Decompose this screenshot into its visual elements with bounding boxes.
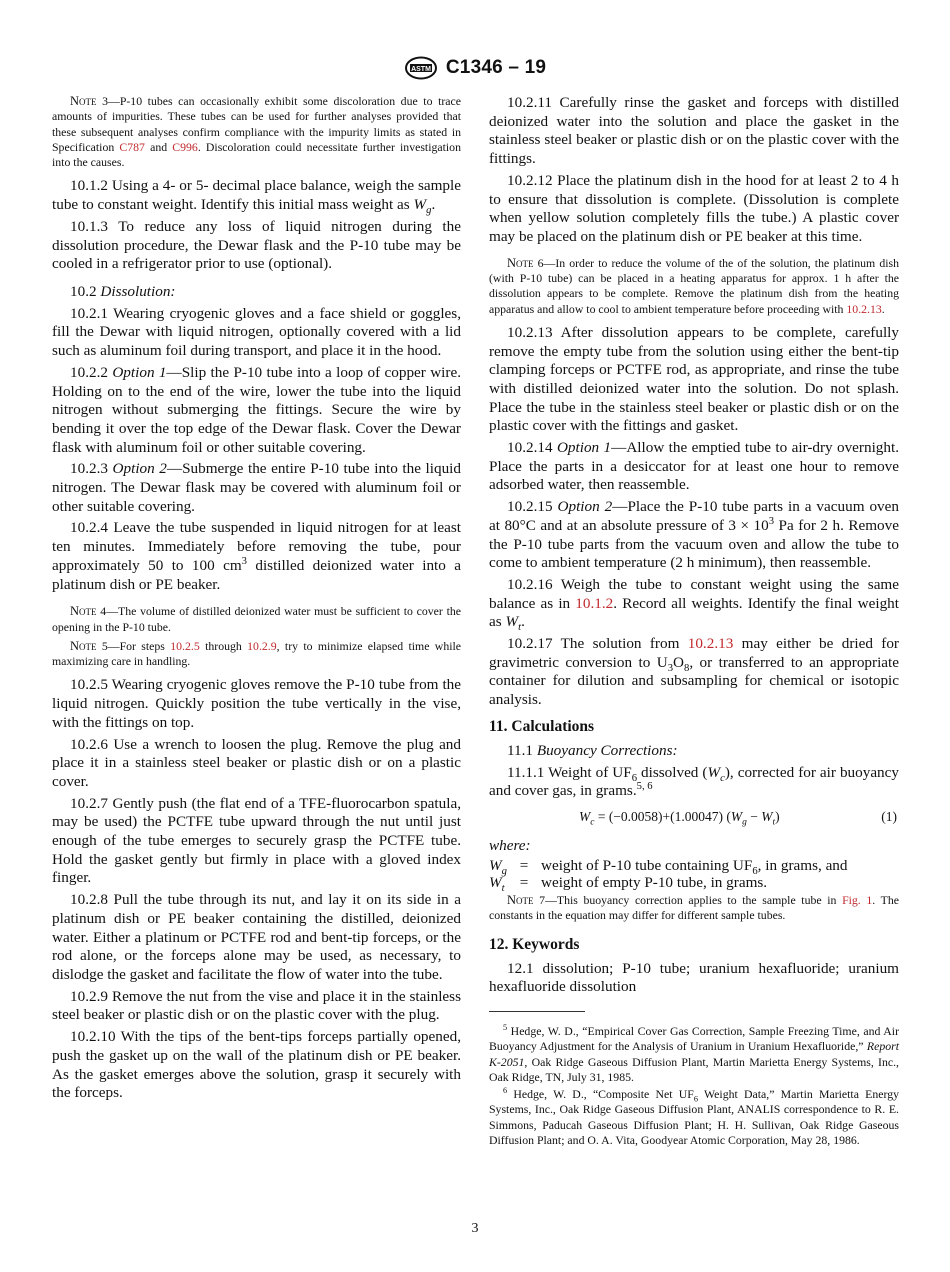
astm-logo [404, 56, 438, 80]
note-6: Note 6—In order to reduce the volume of the of the solution, the platinum dish (with P-10 tube) can be placed in a heating apparatus for approx. 1 h after the dissolution appears to be complete. Remove the platinum dish from the heating apparatus and allow to cool to ambient temperature before proceeding with 10.2.13. [489, 255, 899, 316]
para-10-2-2: 10.2.2 Option 1—Slip the P-10 tube into a loop of copper wire. Holding on to the end of the wire, lower the tube into the liquid nitrogen without submerging the fittings. Secure the wire by bending it over the top edge of the Dewar flask. Cover the Dewar flask with aluminum foil or other suitable covering. [52, 363, 461, 456]
variable-definitions [489, 856, 899, 895]
ref-10-2-13-b[interactable]: 10.2.13 [687, 635, 734, 653]
ref-10-1-2[interactable]: 10.1.2 [575, 594, 614, 612]
page-header [0, 56, 950, 80]
footnote-6: $^6$ Hedge, W. D., “Composite Net $UF_6$ Weight Data,” Martin Marietta Energy Systems, Inc., Oak Ridge Gaseous Diffusion Plant, ANALIS correspondence to R. E. Simmons, Paducah Gaseous Diffusion Plant; H. H. Sullivan, Oak Ridge Gaseous Diffusion Plant; and O. A. Vita, Goodyear Atomic Corporation, May 28, 1986. [489, 1086, 900, 1148]
ref-10-2-13[interactable]: 10.2.13 [846, 301, 882, 316]
note-4: Note 4—The volume of distilled deionized water must be sufficient to cover the opening in the P-10 tube. [52, 604, 461, 634]
where-label: where: [489, 836, 531, 854]
left-column [52, 94, 461, 1106]
para-10-2-9: 10.2.9 Remove the nut from the vise and place it in the stainless steel beaker or plastic dish or on the plastic cover with the plug. [52, 987, 461, 1024]
equation-1 [489, 805, 899, 831]
equation-number: (1) [881, 808, 897, 824]
para-10-2-1: 10.2.1 Wearing cryogenic gloves and a face shield or goggles, fill the Dewar with liquid nitrogen, optionally covered with a lid such as aluminum foil during transport, and place it in the hood. [52, 304, 461, 360]
right-column [489, 94, 899, 1150]
page-number: 3 [471, 1221, 479, 1236]
para-10-2-5: 10.2.5 Wearing cryogenic gloves remove the P-10 tube from the liquid nitrogen. Quickly position the tube vertically in the vise, with the fittings on top. [52, 676, 461, 731]
para-10-2-15: 10.2.15 Option 2—Place the P-10 tube parts in a vacuum oven at 80°C and at an absolute pressure of $3 \times 10^3$ Pa for 2 h. Remove the P-10 tube parts from the vacuum oven and allow the tube to come to ambient temperature (2 h minimum), then reassemble. [489, 498, 899, 572]
para-10-2-13: 10.2.13 After dissolution appears to be complete, carefully remove the empty tube from the solution using either the bent-tip clamping forceps or PCTFE rod, as appropriate, and rinse the tube with distilled deionized water into the solution. Do not splash. Place the tube in the stainless steel beaker or plastic dish or on the plastic cover with the fittings and gasket. [489, 323, 899, 435]
para-10-2-3: 10.2.3 Option 2—Submerge the entire P-10 tube into the liquid nitrogen. The Dewar flask may be covered with aluminum foil or other suitable covering. [52, 460, 461, 515]
para-10-2-14: 10.2.14 Option 1—Allow the emptied tube to air-dry overnight. Place the parts in a desiccator for at least one hour to remove adsorbed water, then reassemble. [489, 439, 900, 494]
para-10-1-3: 10.1.3 To reduce any loss of liquid nitrogen during the dissolution procedure, the Dewar flask and the P-10 tube may be cooled in a refrigerator prior to use (optional). [52, 217, 461, 273]
astm-logo-text: ASTM [410, 66, 431, 73]
para-10-2-12: 10.2.12 Place the platinum dish in the hood for at least 2 to 4 h to ensure that dissolution is complete. (Dissolution is complete when yellow solution completely fills the tube.) A plastic cover may be placed on the platinum dish or PE beaker at this time. [489, 171, 899, 245]
heading-calculations: 11. Calculations [489, 717, 595, 735]
section-11-1: 11.1 Buoyancy Corrections: [507, 741, 678, 759]
para-10-2-10: 10.2.10 With the tips of the bent-tips forceps partially opened, push the gasket up on the wall of the platinum dish or PE beaker. As the gasket emerges above the solution, grasp it securely with the forceps. [52, 1028, 461, 1102]
footnote-5: $^5$ Hedge, W. D., “Empirical Cover Gas Correction, Sample Freezing Time, and Air Buoyancy Adjustment for the Analysis of Uranium in Uranium Hexafluoride,” Report K-2051, Oak Ridge Gaseous Diffusion Plant, Martin Marietta Energy Systems, Inc., Oak Ridge, TN, July 31, 1985. [489, 1023, 899, 1084]
section-10-2: 10.2 Dissolution: [70, 283, 176, 300]
ref-10-2-5[interactable]: 10.2.5 [170, 638, 200, 653]
definition-wt: $W_t$ = weight of empty P-10 tube, in grams. [489, 873, 768, 895]
para-12-1: 12.1 dissolution; P-10 tube; uranium hexafluoride; uranium hexafluoride dissolution [489, 959, 899, 996]
ref-10-2-9[interactable]: 10.2.9 [247, 638, 277, 653]
para-10-2-7: 10.2.7 Gently push (the flat end of a TFE-fluorocarbon spatula, may be used) the PCTFE tube upward through the nut until just enough of the tube emerges to securely grasp the PCTFE tube. Hold the gasket gently but firmly in place with a gloved index finger. [52, 794, 461, 887]
para-11-1-1: 11.1.1 Weight of $UF_6$ dissolved $(W_c)$, corrected for air buoyancy and cover gas, in grams.$^{5, 6}$ [489, 763, 899, 800]
para-10-2-11: 10.2.11 Carefully rinse the gasket and forceps with distilled deionized water into the solution and place the gasket in the stainless steel beaker or plastic dish or on the plastic cover with the fittings. [489, 94, 899, 168]
para-10-2-8: 10.2.8 Pull the tube through its nut, and lay it on its side in a platinum dish or PE beaker containing the distilled, deionized water. Either a platinum or PCTFE rod and bent-tip forceps, or the rod alone, or the forceps alone may be used, as necessary, to dislodge the gasket and facilitate the flow of water into the tube. [52, 891, 461, 983]
note-5: Note 5—For steps 10.2.5 through 10.2.9, try to minimize elapsed time while maximizing care in handling. [52, 638, 462, 669]
equation-body: $W_c = (-0.0058)+(1.00047) (W_g - W_t)$ [579, 808, 780, 828]
definition-wg: $W_g$ = weight of P-10 tube containing $UF_6$, in grams, and [489, 856, 848, 878]
note-3: Note 3—P-10 tubes can occasionally exhibit some discoloration due to trace amounts of impurities. These tubes can be used for further analyses provided that these subsequent analyses confirm compliance with the impurity limits as stated in Specification C787 and C996. Discoloration could necessitate further investigation into the causes. [52, 94, 461, 170]
ref-c996[interactable]: C996 [172, 139, 198, 154]
ref-fig-1[interactable]: Fig. 1 [842, 892, 873, 907]
note-7: Note 7—This buoyancy correction applies to the sample tube in Fig. 1. The constants in the equation may differ for different sample tubes. [489, 892, 899, 923]
para-10-2-6: 10.2.6 Use a wrench to loosen the plug. Remove the plug and place it in a stainless steel beaker or plastic dish or on a plastic cover. [52, 735, 461, 790]
heading-keywords: 12. Keywords [489, 935, 580, 953]
ref-c787[interactable]: C787 [119, 139, 145, 154]
para-10-2-4: 10.2.4 Leave the tube suspended in liquid nitrogen for at least ten minutes. Immediately before removing the tube, pour approximately 50 to 100 $cm^3$ distilled deionized water into a platinum dish or PE beaker. [52, 519, 461, 593]
para-10-2-16: 10.2.16 Weigh the tube to constant weight using the same balance as in 10.1.2. Record all weights. Identify the final weight as $W_t$. [489, 575, 899, 634]
footnote-rule [489, 1011, 585, 1012]
para-10-2-17: 10.2.17 The solution from 10.2.13 may either be dried for gravimetric conversion to $U_3O_8$, or transferred to an appropriate container for dilution and subsampling for chemical or isotopic analysis. [489, 635, 899, 709]
document-code: C1346 – 19 [445, 57, 547, 78]
para-10-1-2: 10.1.2 Using a 4- or 5- decimal place balance, weigh the sample tube to constant weight. Identify this initial mass weight as $W_g$. [52, 177, 461, 217]
